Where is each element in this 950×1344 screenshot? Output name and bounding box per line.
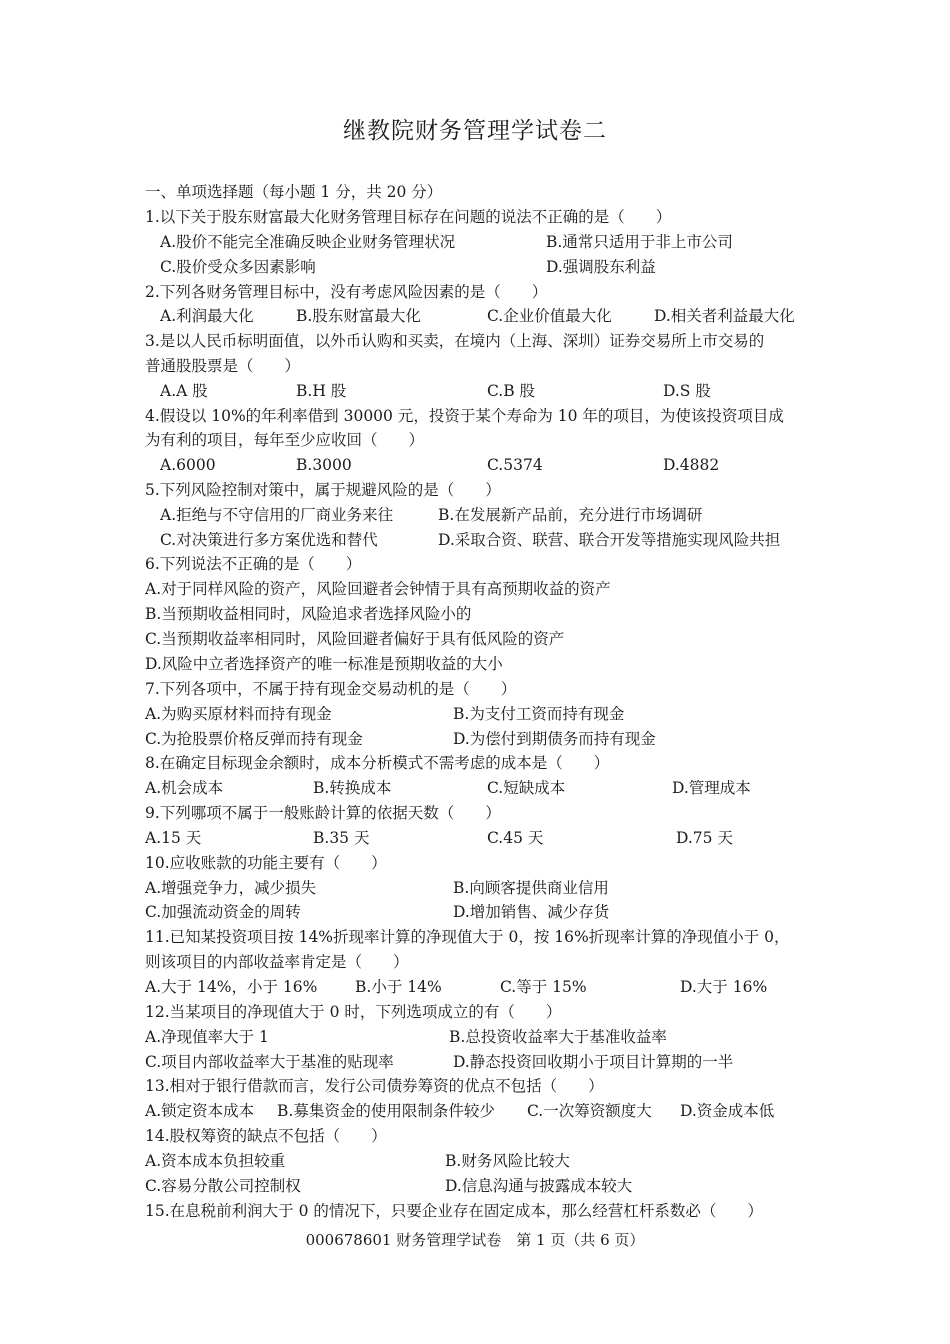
question-10-option-c: C.加强流动资金的周转 bbox=[145, 903, 301, 921]
question-3-option-d: D.S 股 bbox=[663, 382, 711, 400]
question-4-stem: 4.假设以 10%的年利率借到 30000 元，投资于某个寿命为 10 年的项目，为使该投资项目成 bbox=[145, 407, 784, 425]
question-5-stem: 5.下列风险控制对策中，属于规避风险的是（ ） bbox=[145, 481, 501, 499]
question-9-option-d: D.75 天 bbox=[676, 829, 733, 847]
question-10-option-d: D.增加销售、减少存货 bbox=[453, 903, 610, 921]
question-12-stem: 12.当某项目的净现值大于 0 时，下列选项成立的有（ ） bbox=[145, 1003, 562, 1021]
question-6-option-c: C.当预期收益率相同时，风险回避者偏好于具有低风险的资产 bbox=[145, 630, 565, 648]
question-7-option-d: D.为偿付到期债务而持有现金 bbox=[453, 730, 656, 748]
question-7-option-b: B.为支付工资而持有现金 bbox=[453, 705, 625, 723]
page-title: 继教院财务管理学试卷二 bbox=[343, 118, 607, 144]
question-12-option-c: C.项目内部收益率大于基准的贴现率 bbox=[145, 1053, 394, 1071]
question-11-stem-cont: 则该项目的内部收益率肯定是（ ） bbox=[145, 953, 409, 971]
question-10-option-a: A.增强竞争力，减少损失 bbox=[145, 879, 317, 897]
question-1-option-d: D.强调股东利益 bbox=[546, 258, 656, 276]
question-13-option-d: D.资金成本低 bbox=[680, 1102, 775, 1120]
question-12-option-a: A.净现值率大于 1 bbox=[145, 1028, 269, 1046]
question-15-stem: 15.在息税前利润大于 0 的情况下，只要企业存在固定成本，那么经营杠杆系数必（ ） bbox=[145, 1202, 763, 1220]
question-14-option-c: C.容易分散公司控制权 bbox=[145, 1177, 301, 1195]
question-1-stem: 1.以下关于股东财富最大化财务管理目标存在问题的说法不正确的是（ ） bbox=[145, 208, 672, 226]
question-1-option-a: A.股价不能完全准确反映企业财务管理状况 bbox=[160, 233, 456, 251]
question-7-option-a: A.为购买原材料而持有现金 bbox=[145, 705, 332, 723]
question-1-option-b: B.通常只适用于非上市公司 bbox=[546, 233, 733, 251]
question-3-stem: 3.是以人民币标明面值，以外币认购和买卖，在境内（上海、深圳）证券交易所上市交易的 bbox=[145, 332, 765, 350]
question-13-option-b: B.募集资金的使用限制条件较少 bbox=[277, 1102, 495, 1120]
question-6-option-b: B.当预期收益相同时，风险追求者选择风险小的 bbox=[145, 605, 472, 623]
question-14-option-d: D.信息沟通与披露成本较大 bbox=[445, 1177, 633, 1195]
question-11-option-a: A.大于 14%，小于 16% bbox=[145, 978, 318, 996]
question-11-option-d: D.大于 16% bbox=[680, 978, 768, 996]
question-5-option-d: D.采取合资、联营、联合开发等措施实现风险共担 bbox=[438, 531, 781, 549]
question-2-option-a: A.利润最大化 bbox=[160, 307, 254, 325]
question-14-option-b: B.财务风险比较大 bbox=[445, 1152, 570, 1170]
question-7-option-c: C.为抢股票价格反弹而持有现金 bbox=[145, 730, 363, 748]
question-6-option-d: D.风险中立者选择资产的唯一标准是预期收益的大小 bbox=[145, 655, 503, 673]
question-4-option-b: B.3000 bbox=[296, 456, 352, 474]
question-10-stem: 10.应收账款的功能主要有（ ） bbox=[145, 854, 387, 872]
question-8-option-a: A.机会成本 bbox=[145, 779, 224, 797]
question-4-stem-cont: 为有利的项目，每年至少应收回（ ） bbox=[145, 431, 425, 449]
question-4-option-d: D.4882 bbox=[663, 456, 720, 474]
page-footer: 000678601 财务管理学试卷 第 1 页（共 6 页） bbox=[305, 1231, 645, 1249]
question-8-option-b: B.转换成本 bbox=[313, 779, 392, 797]
question-9-option-c: C.45 天 bbox=[487, 829, 544, 847]
question-11-option-c: C.等于 15% bbox=[500, 978, 587, 996]
question-13-option-c: C.一次筹资额度大 bbox=[527, 1102, 652, 1120]
question-5-option-b: B.在发展新产品前，充分进行市场调研 bbox=[438, 506, 703, 524]
question-5-option-c: C.对决策进行多方案优选和替代 bbox=[160, 531, 378, 549]
question-9-stem: 9.下列哪项不属于一般账龄计算的依据天数（ ） bbox=[145, 804, 501, 822]
question-10-option-b: B.向顾客提供商业信用 bbox=[453, 879, 609, 897]
question-6-option-a: A.对于同样风险的资产，风险回避者会钟情于具有高预期收益的资产 bbox=[145, 580, 611, 598]
question-3-option-c: C.B 股 bbox=[487, 382, 536, 400]
question-2-stem: 2.下列各财务管理目标中，没有考虑风险因素的是（ ） bbox=[145, 283, 548, 301]
question-13-option-a: A.锁定资本成本 bbox=[145, 1102, 255, 1120]
question-7-stem: 7.下列各项中，不属于持有现金交易动机的是（ ） bbox=[145, 680, 517, 698]
question-2-option-c: C.企业价值最大化 bbox=[487, 307, 612, 325]
section-heading: 一、单项选择题（每小题 1 分，共 20 分） bbox=[145, 183, 443, 201]
question-12-option-b: B.总投资收益率大于基准收益率 bbox=[449, 1028, 667, 1046]
question-5-option-a: A.拒绝与不守信用的厂商业务来往 bbox=[160, 506, 394, 524]
question-1-option-c: C.股价受众多因素影响 bbox=[160, 258, 316, 276]
question-8-stem: 8.在确定目标现金余额时，成本分析模式不需考虑的成本是（ ） bbox=[145, 754, 610, 772]
question-6-stem: 6.下列说法不正确的是（ ） bbox=[145, 555, 362, 573]
question-14-stem: 14.股权筹资的缺点不包括（ ） bbox=[145, 1127, 387, 1145]
question-13-stem: 13.相对于银行借款而言，发行公司债券筹资的优点不包括（ ） bbox=[145, 1077, 604, 1095]
question-4-option-c: C.5374 bbox=[487, 456, 543, 474]
question-14-option-a: A.资本成本负担较重 bbox=[145, 1152, 286, 1170]
question-2-option-b: B.股东财富最大化 bbox=[296, 307, 421, 325]
question-2-option-d: D.相关者利益最大化 bbox=[654, 307, 795, 325]
question-8-option-d: D.管理成本 bbox=[672, 779, 751, 797]
question-11-stem: 11.已知某投资项目按 14%折现率计算的净现值大于 0，按 16%折现率计算的净现值小于 0， bbox=[145, 928, 790, 946]
question-9-option-b: B.35 天 bbox=[313, 829, 370, 847]
question-3-option-a: A.A 股 bbox=[160, 382, 208, 400]
question-4-option-a: A.6000 bbox=[160, 456, 216, 474]
question-12-option-d: D.静态投资回收期小于项目计算期的一半 bbox=[453, 1053, 734, 1071]
question-9-option-a: A.15 天 bbox=[145, 829, 202, 847]
question-11-option-b: B.小于 14% bbox=[355, 978, 442, 996]
question-3-stem-cont: 普通股股票是（ ） bbox=[145, 357, 301, 375]
question-3-option-b: B.H 股 bbox=[296, 382, 347, 400]
question-8-option-c: C.短缺成本 bbox=[487, 779, 566, 797]
